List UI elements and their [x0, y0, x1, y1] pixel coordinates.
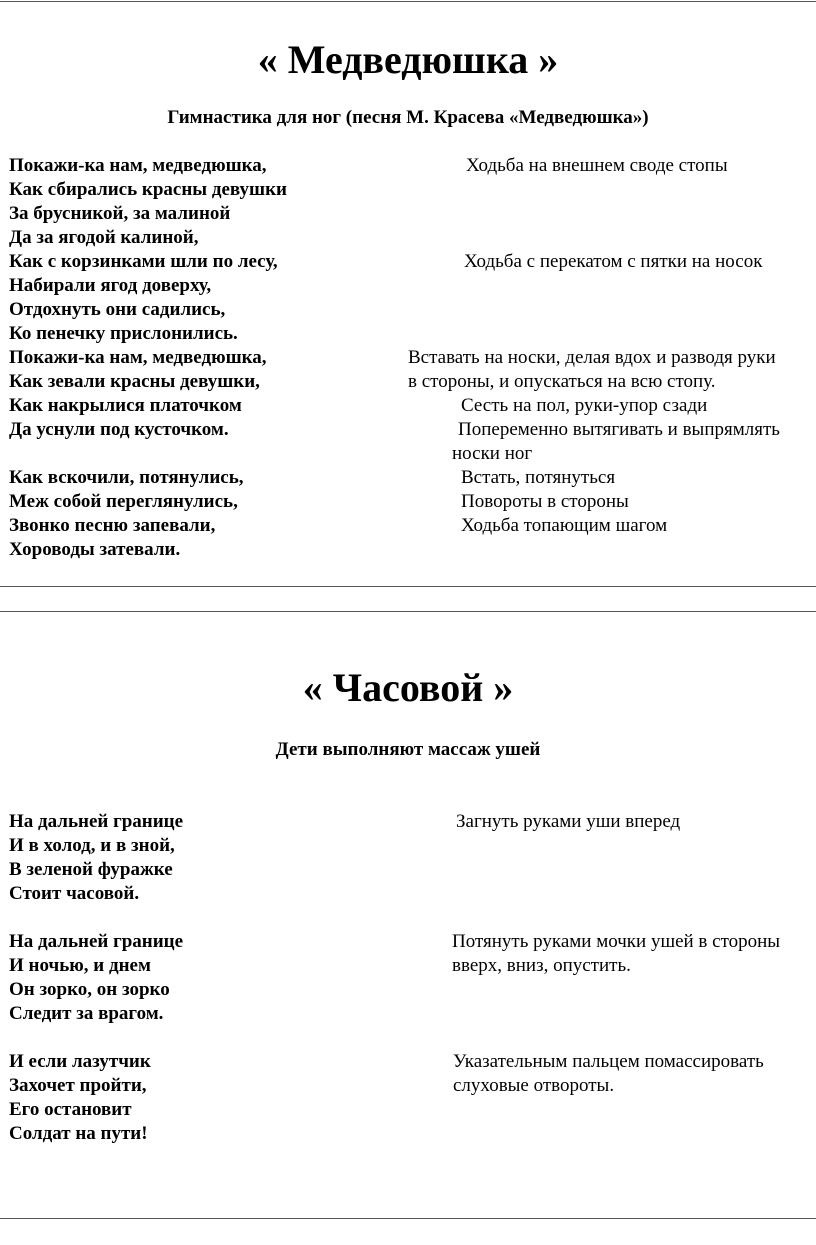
instruction-line: Указательным пальцем помассировать [453, 1051, 764, 1072]
instruction-line: Вставать на носки, делая вдох и разводя руки [408, 347, 776, 368]
divider-middle-2 [0, 611, 816, 612]
verse-line: Солдат на пути! [9, 1123, 148, 1144]
verse-line: Как с корзинками шли по лесу, [9, 251, 278, 272]
verse-line: В зеленой фуражке [9, 859, 173, 880]
section1-title: « Медведюшка » [257, 37, 559, 82]
divider-middle-1 [0, 586, 816, 587]
instruction-line: Ходьба топающим шагом [461, 515, 668, 536]
instruction-line: Сесть на пол, руки-упор сзади [461, 395, 708, 416]
verse-line: Да уснули под кусточком. [9, 419, 229, 440]
verse-line: Ко пенечку прислонились. [9, 323, 238, 344]
verse-line: На дальней границе [9, 931, 184, 952]
verse-line: Набирали ягод доверху, [9, 275, 212, 296]
instruction-line: Потянуть руками мочки ушей в стороны [452, 931, 781, 952]
verse-line: И в холод, и в зной, [9, 835, 175, 856]
verse-line: Да за ягодой калиной, [9, 227, 199, 248]
verse-line: Он зорко, он зорко [9, 979, 170, 1000]
section1-subtitle: Гимнастика для ног (песня М. Красева «Медведюшка») [167, 107, 649, 128]
verse-line: Его остановит [9, 1099, 132, 1120]
instruction-line: носки ног [452, 443, 533, 464]
verse-line: Как вскочили, потянулись, [9, 467, 244, 488]
verse-line: Отдохнуть они садились, [9, 299, 226, 320]
instruction-line: Ходьба с перекатом с пятки на носок [464, 251, 763, 272]
verse-line: Покажи-ка нам, медведюшка, [9, 155, 267, 176]
verse-line: За брусникой, за малиной [9, 203, 231, 224]
verse-line: Стоит часовой. [9, 883, 140, 904]
section2-subtitle: Дети выполняют массаж ушей [275, 739, 541, 760]
divider-top [0, 1, 816, 2]
instruction-line: вверх, вниз, опустить. [452, 955, 631, 976]
divider-bottom [0, 1218, 816, 1219]
instruction-line: в стороны, и опускаться на всю стопу. [408, 371, 716, 392]
instruction-line: Повороты в стороны [461, 491, 629, 512]
instruction-line: слуховые отвороты. [453, 1075, 615, 1096]
verse-line: Покажи-ка нам, медведюшка, [9, 347, 267, 368]
verse-line: И если лазутчик [9, 1051, 151, 1072]
instruction-line: Попеременно вытягивать и выпрямлять [458, 419, 780, 440]
instruction-line: Встать, потянуться [461, 467, 616, 488]
verse-line: Меж собой переглянулись, [9, 491, 238, 512]
verse-line: И ночью, и днем [9, 955, 151, 976]
verse-line: Как зевали красны девушки, [9, 371, 260, 392]
verse-line: На дальней границе [9, 811, 184, 832]
instruction-line: Загнуть руками уши вперед [456, 811, 681, 832]
verse-line: Хороводы затевали. [9, 539, 181, 560]
verse-line: Как сбирались красны девушки [9, 179, 287, 200]
section2-title: « Часовой » [302, 665, 514, 710]
verse-line: Как накрылися платочком [9, 395, 242, 416]
instruction-line: Ходьба на внешнем своде стопы [466, 155, 728, 176]
verse-line: Звонко песню запевали, [9, 515, 216, 536]
verse-line: Следит за врагом. [9, 1003, 164, 1024]
verse-line: Захочет пройти, [9, 1075, 147, 1096]
